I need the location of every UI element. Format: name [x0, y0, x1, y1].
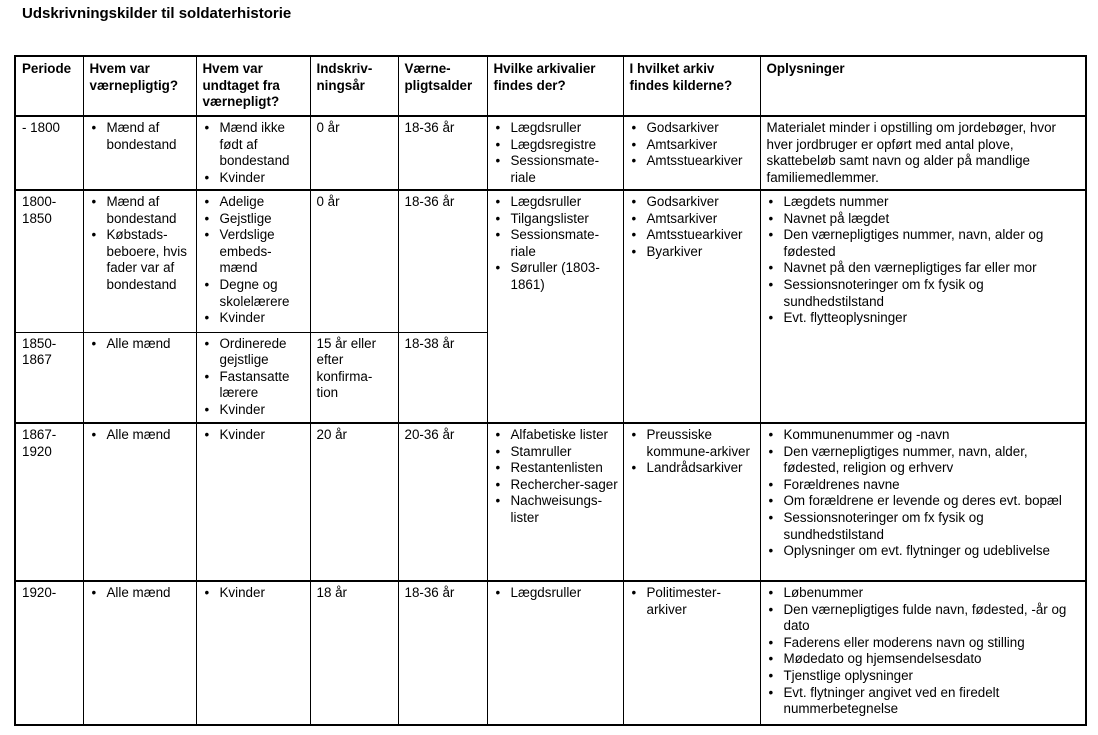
list-item: • Mænd af bondestand — [90, 120, 192, 153]
arkivalier-cell — [487, 190, 623, 423]
list-item: • Fastansatte lærere — [203, 369, 306, 402]
indskrivning-cell: 0 år — [310, 116, 398, 190]
list-item: • Verdslige embeds-mænd — [203, 227, 306, 277]
bullet-list — [203, 120, 306, 186]
list-item: • Faderens eller moderens navn og stilling — [767, 635, 1082, 652]
bullet-list — [494, 120, 619, 186]
list-item: • Amtsarkiver — [630, 211, 756, 228]
indskrivning-cell: 20 år — [310, 423, 398, 581]
list-item: • Tjenstlige oplysninger — [767, 668, 1082, 685]
list-item: • Preussiske kommune-arkiver — [630, 427, 756, 460]
bullet-list — [203, 427, 306, 444]
bullet-list — [203, 194, 306, 327]
list-item: • Navnet på lægdet — [767, 211, 1082, 228]
list-item: • Den værnepligtiges nummer, navn, alder og fødested — [767, 227, 1082, 260]
list-item: • Alle mænd — [90, 427, 192, 444]
list-item: • Godsarkiver — [630, 194, 756, 211]
header-arkivalier: Hvilke arkivalier findes der? — [487, 56, 623, 116]
hvem-cell — [83, 116, 196, 190]
list-item: • Kvinder — [203, 585, 306, 602]
list-item: • Amtsarkiver — [630, 137, 756, 154]
list-item: • Evt. flytteoplysninger — [767, 310, 1082, 327]
oplysninger-cell — [760, 190, 1086, 423]
list-item: • Ordinerede gejstlige — [203, 336, 306, 369]
sources-table — [14, 55, 1087, 726]
header-row — [15, 56, 1086, 116]
table-row — [15, 423, 1086, 581]
list-item: • Godsarkiver — [630, 120, 756, 137]
bullet-list — [767, 585, 1082, 718]
list-item: • Kvinder — [203, 427, 306, 444]
bullet-list — [630, 120, 756, 170]
bullet-list — [90, 336, 192, 353]
list-item: • Oplysninger om evt. flytninger og udeblivelse — [767, 543, 1082, 560]
alder-cell: 18-36 år — [398, 581, 487, 725]
periode-cell: 1867-1920 — [15, 423, 83, 581]
list-item: • Mødedato og hjemsendelsesdato — [767, 651, 1082, 668]
list-item: • Restantenlisten — [494, 460, 619, 477]
list-item: • Lægdets nummer — [767, 194, 1082, 211]
list-item: • Amtsstuearkiver — [630, 227, 756, 244]
undtaget-cell — [196, 190, 310, 332]
list-item: • Løbenummer — [767, 585, 1082, 602]
undtaget-cell — [196, 581, 310, 725]
alder-cell: 18-36 år — [398, 116, 487, 190]
list-item: • Mænd ikke født af bondestand — [203, 120, 306, 170]
table-row — [15, 581, 1086, 725]
bullet-list — [494, 427, 619, 527]
bullet-list — [767, 194, 1082, 327]
list-item: • Søruller (1803-1861) — [494, 260, 619, 293]
header-alder: Værne-pligtsalder — [398, 56, 487, 116]
bullet-list — [767, 427, 1082, 560]
list-item: • Lægdsregistre — [494, 137, 619, 154]
oplysninger-cell — [760, 581, 1086, 725]
list-item: • Amtsstuearkiver — [630, 153, 756, 170]
list-item: • Lægdsruller — [494, 194, 619, 211]
list-item: • Lægdsruller — [494, 585, 619, 602]
list-item: • Landrådsarkiver — [630, 460, 756, 477]
list-item: • Tilgangslister — [494, 211, 619, 228]
list-item: • Lægdsruller — [494, 120, 619, 137]
list-item: • Den værnepligtiges fulde navn, fødested, -år og dato — [767, 602, 1082, 635]
list-item: • Byarkiver — [630, 244, 756, 261]
bullet-list — [90, 427, 192, 444]
list-item: • Sessionsmate-riale — [494, 153, 619, 186]
undtaget-cell — [196, 332, 310, 423]
hvem-cell — [83, 332, 196, 423]
list-item: • Alfabetiske lister — [494, 427, 619, 444]
hvem-cell — [83, 581, 196, 725]
list-item: • Den værnepligtiges nummer, navn, alder, fødested, religion og erhverv — [767, 444, 1082, 477]
alder-cell: 18-36 år — [398, 190, 487, 332]
list-item: • Forældrenes navne — [767, 477, 1082, 494]
header-undtaget: Hvem var undtaget fra værnepligt? — [196, 56, 310, 116]
hvem-cell — [83, 190, 196, 332]
header-arkiv: I hvilket arkiv findes kilderne? — [623, 56, 760, 116]
header-indskrivning: Indskriv-ningsår — [310, 56, 398, 116]
oplysninger-cell — [760, 423, 1086, 581]
list-item: • Alle mænd — [90, 336, 192, 353]
list-item: • Alle mænd — [90, 585, 192, 602]
header-hvem: Hvem var værnepligtig? — [83, 56, 196, 116]
oplysninger-cell — [760, 116, 1086, 190]
list-item: • Nachweisungs-lister — [494, 493, 619, 526]
arkivalier-cell — [487, 581, 623, 725]
bullet-list — [630, 427, 756, 477]
list-item: • Sessionsnoteringer om fx fysik og sundhedstilstand — [767, 277, 1082, 310]
list-item: • Købstads-beboere, hvis fader var af bondestand — [90, 227, 192, 293]
header-periode: Periode — [15, 56, 83, 116]
arkivalier-cell — [487, 116, 623, 190]
arkiv-cell — [623, 190, 760, 423]
bullet-list — [90, 585, 192, 602]
header-oplysninger: Oplysninger — [760, 56, 1086, 116]
indskrivning-cell: 0 år — [310, 190, 398, 332]
list-item: • Kommunenummer og -navn — [767, 427, 1082, 444]
document-title: Udskrivningskilder til soldaterhistorie — [22, 5, 292, 22]
list-item: • Kvinder — [203, 402, 306, 419]
list-item: • Kvinder — [203, 310, 306, 327]
periode-cell: - 1800 — [15, 116, 83, 190]
table-row — [15, 116, 1086, 190]
indskrivning-cell: 18 år — [310, 581, 398, 725]
list-item: • Stamruller — [494, 444, 619, 461]
list-item: • Rechercher-sager — [494, 477, 619, 494]
hvem-cell — [83, 423, 196, 581]
alder-cell: 20-36 år — [398, 423, 487, 581]
bullet-list — [494, 194, 619, 294]
list-item: • Degne og skolelærere — [203, 277, 306, 310]
arkiv-cell — [623, 423, 760, 581]
bullet-list — [90, 120, 192, 153]
periode-cell: 1920- — [15, 581, 83, 725]
list-item: • Sessionsnoteringer om fx fysik og sundhedstilstand — [767, 510, 1082, 543]
oplysninger-text: Materialet minder i opstilling om jordebøger, hvor hver jordbruger er opført med antal plove, skattebeløb samt navn og alder på mandlige familiemedlemmer. — [766, 120, 1057, 185]
bullet-list — [90, 194, 192, 294]
bullet-list — [203, 336, 306, 419]
list-item: • Kvinder — [203, 170, 306, 187]
alder-cell: 18-38 år — [398, 332, 487, 423]
bullet-list — [630, 194, 756, 260]
list-item: • Evt. flytninger angivet ved en firedelt nummerbetegnelse — [767, 685, 1082, 718]
arkivalier-cell — [487, 423, 623, 581]
arkiv-cell — [623, 581, 760, 725]
undtaget-cell — [196, 423, 310, 581]
bullet-list — [494, 585, 619, 602]
indskrivning-cell: 15 år eller efter konfirma-tion — [310, 332, 398, 423]
list-item: • Om forældrene er levende og deres evt. bopæl — [767, 493, 1082, 510]
list-item: • Navnet på den værnepligtiges far eller mor — [767, 260, 1082, 277]
periode-cell: 1800-1850 — [15, 190, 83, 332]
list-item: • Gejstlige — [203, 211, 306, 228]
bullet-list — [203, 585, 306, 602]
list-item: • Adelige — [203, 194, 306, 211]
undtaget-cell — [196, 116, 310, 190]
arkiv-cell — [623, 116, 760, 190]
list-item: • Sessionsmate-riale — [494, 227, 619, 260]
periode-cell: 1850-1867 — [15, 332, 83, 423]
list-item: • Politimester-arkiver — [630, 585, 756, 618]
table-row — [15, 190, 1086, 332]
list-item: • Mænd af bondestand — [90, 194, 192, 227]
bullet-list — [630, 585, 756, 618]
